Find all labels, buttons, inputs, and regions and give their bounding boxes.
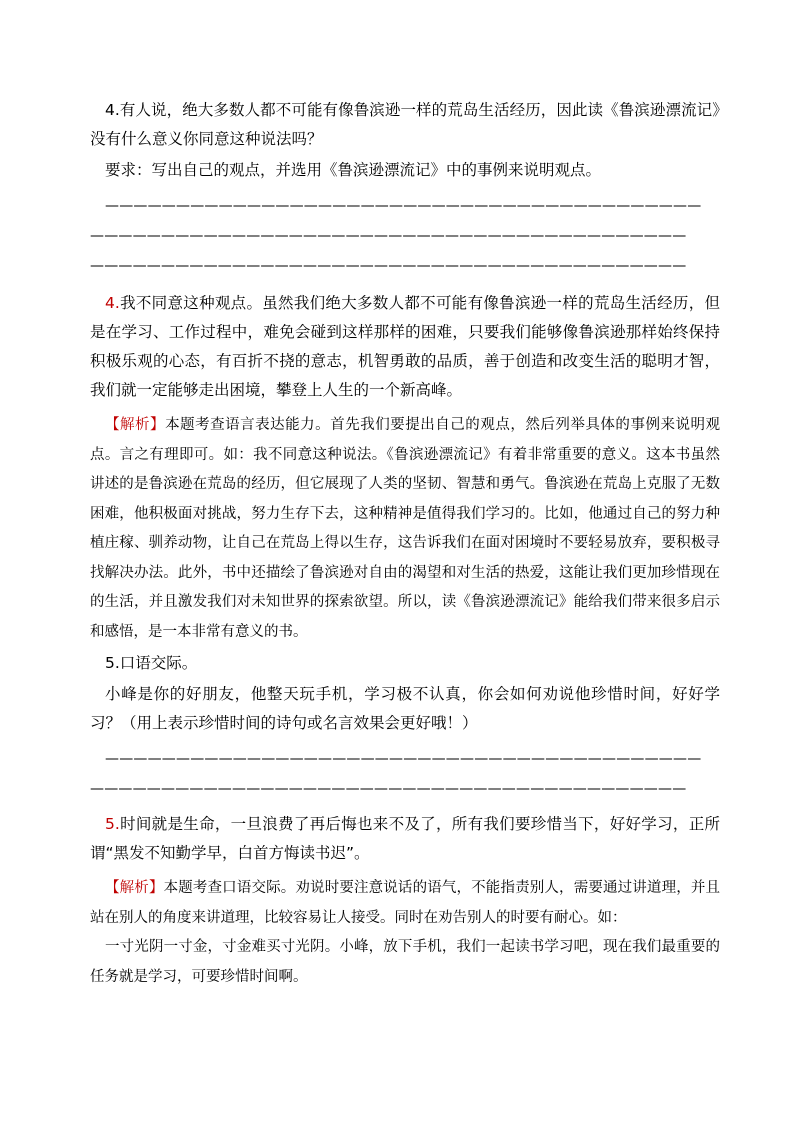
q5-answer-line-2: —————————————————————————————————————————— [90,781,687,797]
q5-answer-text: 时间就是生命，一旦浪费了再后悔也来不及了，所有我们要珍惜当下，好好学习，正所谓“黑发不知勤学早，白首方悔读书迟”。 [90,815,720,862]
content-area [90,96,720,992]
q4-answer-text: 我不同意这种观点。虽然我们绝大多数人都不可能有像鲁滨逊一样的荒岛生活经历，但是在学习、工作过程中，难免会碰到这样那样的困难，只要我们能够像鲁滨逊那样始终保持积极乐观的心态，有百折不挠的意志，机智勇敢的品质，善于创造和改变生活的聪明才智，我们就一定能够走出困境，攀登上人生的一个新高峰。 [90,294,720,399]
q5-question: 小峰是你的好朋友，他整天玩手机，学习极不认真，你会如何劝说他珍惜时间，好好学习？（用上表示珍惜时间的诗句或名言效果会更好哦！） [90,685,720,732]
q4-analysis [90,411,720,647]
q5-title: 5.口语交际。 [105,654,198,672]
q5-analysis-text: 本题考查口语交际。劝说时要注意说话的语气，不能指责别人，需要通过讲道理，并且站在别人的角度来讲道理，比较容易让人接受。同时在劝告别人的时要有耐心。如： [90,880,721,926]
q4-answer-number: 4. [105,294,120,312]
q4-analysis-text: 本题考查语言表达能力。首先我们要提出自己的观点，然后列举具体的事例来说明观点。言之有理即可。如：我不同意这种说法。《鲁滨逊漂流记》有着非常重要的意义。这本书虽然讲述的是鲁滨逊在荒岛的经历，但它展现了人类的坚韧、智慧和勇气。鲁滨逊在荒岛上克服了无数困难，他积极面对挑战，努力生存下去，这种精神是值得我们学习的。比如，他通过自己的努力种植庄稼、驯养动物，让自己在荒岛上得以生存，这告诉我们在面对困境时不要轻易放弃，要积极寻找解决办法。此外，书中还描绘了鲁滨逊对自由的渴望和对生活的热爱，这能让我们更加珍惜现在的生活，并且激发我们对未知世界的探索欲望。所以，读《鲁滨逊漂流记》能给我们带来很多启示和感悟，是一本非常有意义的书。 [90,417,721,640]
q5-analysis-tag: 【解析】 [105,880,164,896]
q5-answer [90,810,720,868]
q4-answer [90,289,720,405]
q4-requirement: 要求：写出自己的观点，并选用《鲁滨逊漂流记》中的事例来说明观点。 [105,161,602,179]
q5-analysis-example: 一寸光阴一寸金，寸金难买寸光阴。小峰，放下手机，我们一起读书学习吧，现在我们最重要的任务就是学习，可要珍惜时间啊。 [90,939,720,985]
q4-answer-line-1: —————————————————————————————————————————— [105,198,702,214]
q5-analysis [90,874,720,933]
q4-answer-line-2: —————————————————————————————————————————— [90,228,687,244]
q4-question: 4.有人说，绝大多数人都不可能有像鲁滨逊一样的荒岛生活经历，因此读《鲁滨逊漂流记》没有什么意义你同意这种说法吗？ [90,101,720,148]
q5-answer-line-1: —————————————————————————————————————————— [105,751,702,767]
q4-analysis-tag: 【解析】 [105,417,166,433]
q4-answer-line-3: —————————————————————————————————————————— [90,258,687,274]
q5-answer-number: 5. [105,815,120,833]
